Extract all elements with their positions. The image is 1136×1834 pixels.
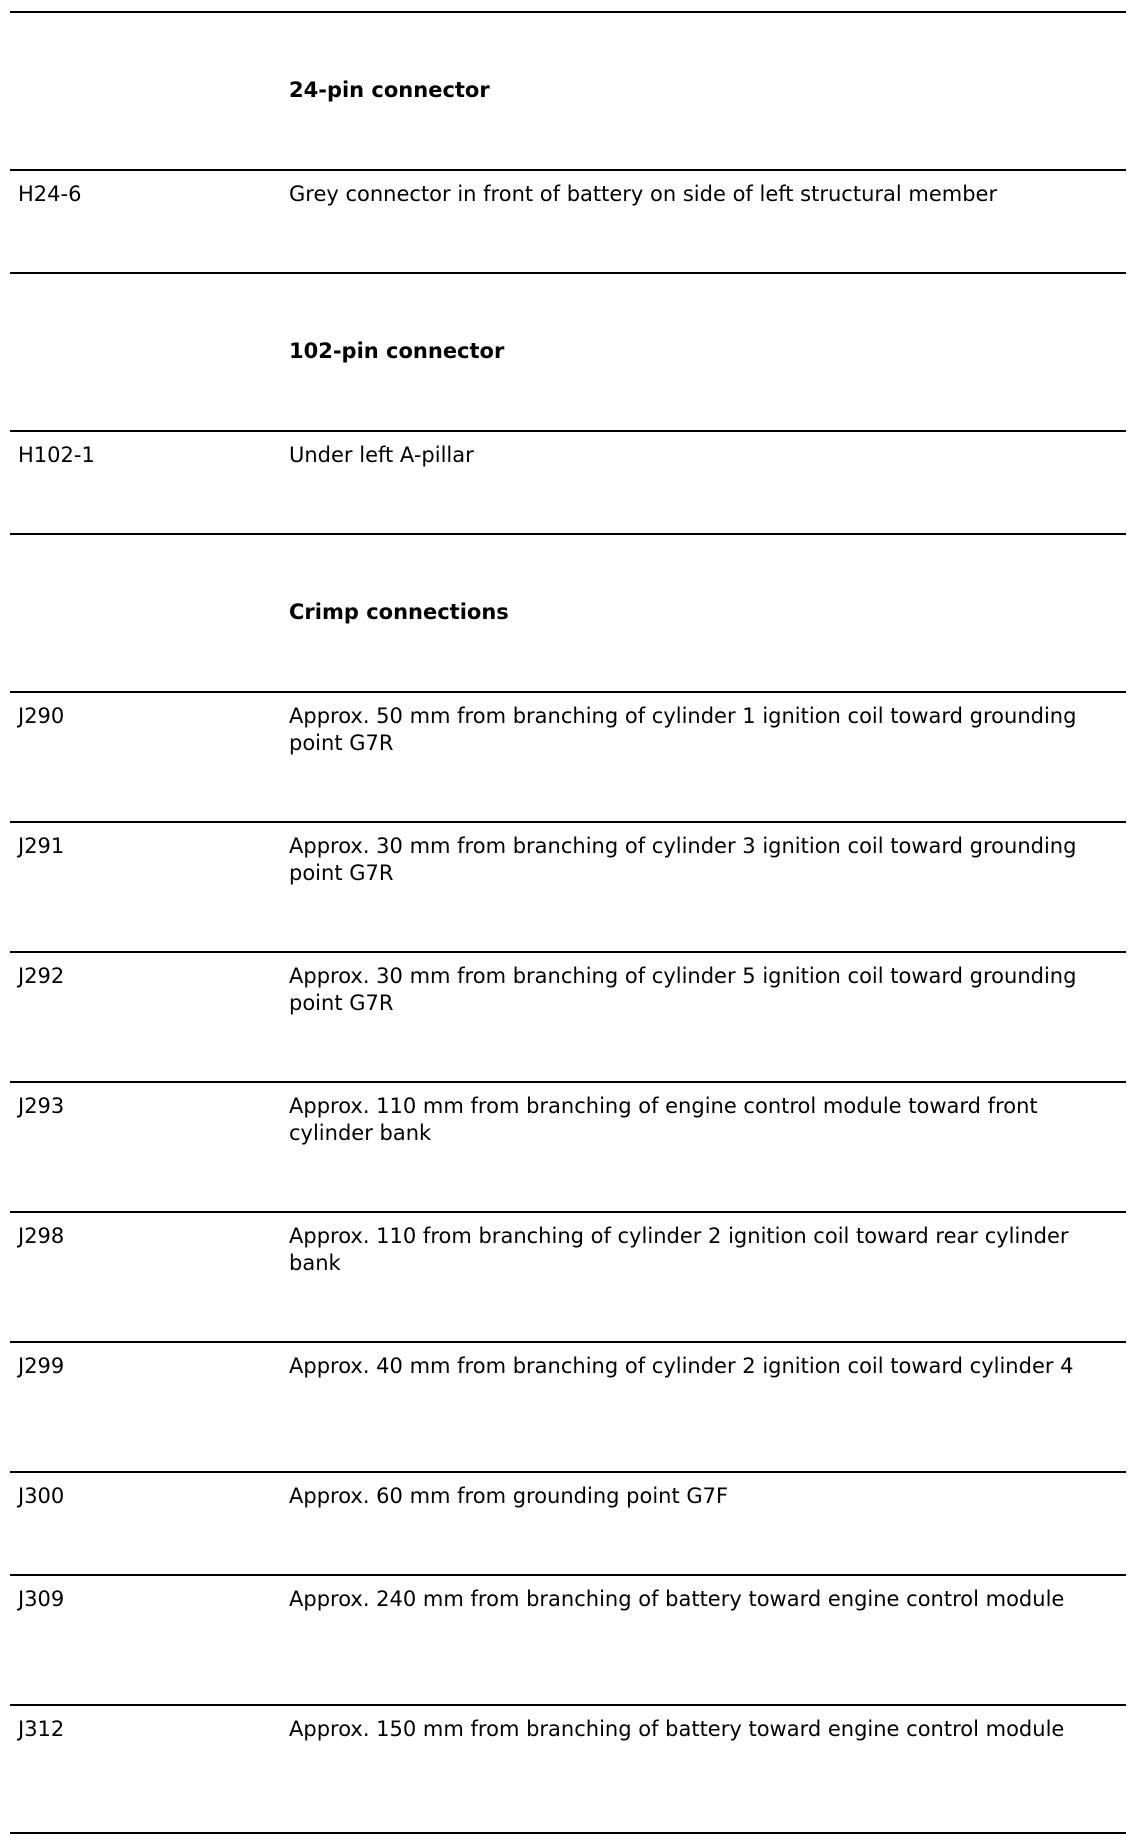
connector-code: J300 [18,1484,65,1508]
table-row [10,430,1126,533]
section-102-pin-connector [10,272,1126,430]
location-description: Approx. 150 mm from branching of battery toward engine control module [289,1717,1065,1741]
connector-code: J312 [18,1717,65,1741]
table-row [10,691,1126,821]
connector-code: J293 [18,1094,65,1118]
connector-code: H102-1 [18,443,95,467]
location-table [10,11,1126,1834]
connector-code: J290 [18,704,65,728]
location-description: Approx. 110 mm from branching of engine control module toward front cylinder bank [289,1094,1038,1145]
location-description: Approx. 240 mm from branching of battery toward engine control module [289,1587,1065,1611]
table-row [10,1704,1126,1834]
connector-code: H24-6 [18,182,82,206]
connector-code: J292 [18,964,65,988]
table-row [10,1341,1126,1471]
location-description: Grey connector in front of battery on side of left structural member [289,182,998,206]
table-row [10,1574,1126,1704]
location-description: Approx. 50 mm from branching of cylinder 1 ignition coil toward grounding point G7R [289,704,1077,755]
table-row [10,1211,1126,1341]
section-24-pin-connector [10,11,1126,169]
section-heading: 24-pin connector [289,78,490,102]
connector-code: J291 [18,834,65,858]
connector-code: J299 [18,1354,65,1378]
location-description: Approx. 40 mm from branching of cylinder 2 ignition coil toward cylinder 4 [289,1354,1074,1378]
table-row [10,1081,1126,1211]
table-row [10,169,1126,272]
location-description: Approx. 30 mm from branching of cylinder 3 ignition coil toward grounding point G7R [289,834,1077,885]
section-heading: 102-pin connector [289,339,505,363]
connector-code: J309 [18,1587,65,1611]
location-description: Approx. 60 mm from grounding point G7F [289,1484,729,1508]
section-crimp-connections [10,533,1126,691]
connector-code: J298 [18,1224,65,1248]
section-heading: Crimp connections [289,600,509,624]
location-description: Under left A-pillar [289,443,474,467]
location-description: Approx. 30 mm from branching of cylinder 5 ignition coil toward grounding point G7R [289,964,1077,1015]
table-row [10,1471,1126,1574]
location-description: Approx. 110 from branching of cylinder 2 ignition coil toward rear cylinder bank [289,1224,1069,1275]
table-row [10,951,1126,1081]
table-row [10,821,1126,951]
